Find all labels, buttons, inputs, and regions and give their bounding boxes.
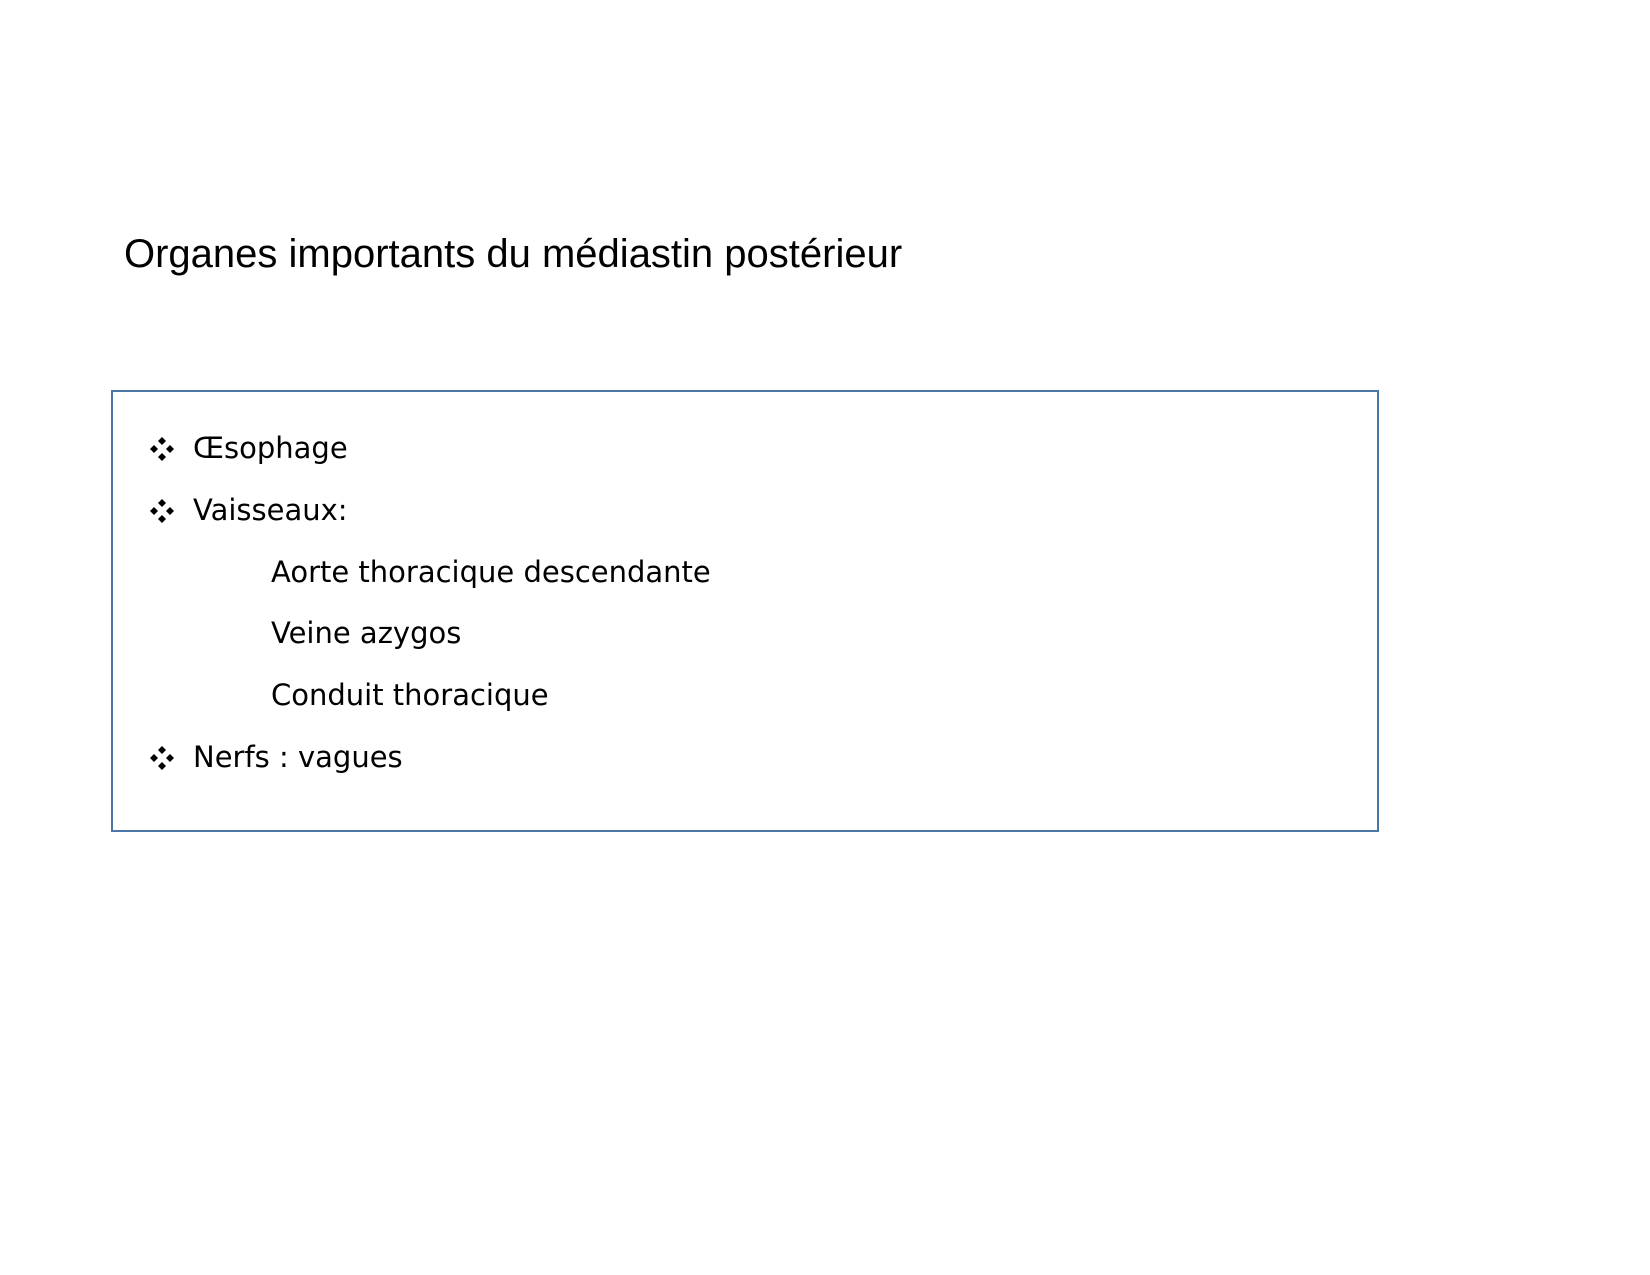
four-diamond-bullet-icon xyxy=(149,737,181,777)
content-box xyxy=(111,390,1379,832)
four-diamond-bullet-icon xyxy=(149,428,181,468)
list-item-vagus-nerves xyxy=(149,737,403,777)
list-item-esophagus xyxy=(149,428,348,468)
list-item-text: Œsophage xyxy=(193,431,348,465)
list-item-thoracic-duct xyxy=(271,675,549,715)
list-item-aorta xyxy=(271,552,711,592)
four-diamond-bullet-icon xyxy=(149,490,181,530)
list-item-text: Nerfs : vagues xyxy=(193,740,403,774)
list-item-text: Aorte thoracique descendante xyxy=(271,555,711,589)
slide-title: Organes importants du médiastin postérieur xyxy=(124,232,903,276)
list-item-text: Conduit thoracique xyxy=(271,678,549,712)
list-item-vessels xyxy=(149,490,348,530)
list-item-azygos-vein xyxy=(271,613,461,653)
list-item-text: Vaisseaux: xyxy=(193,493,348,527)
list-item-text: Veine azygos xyxy=(271,616,462,650)
